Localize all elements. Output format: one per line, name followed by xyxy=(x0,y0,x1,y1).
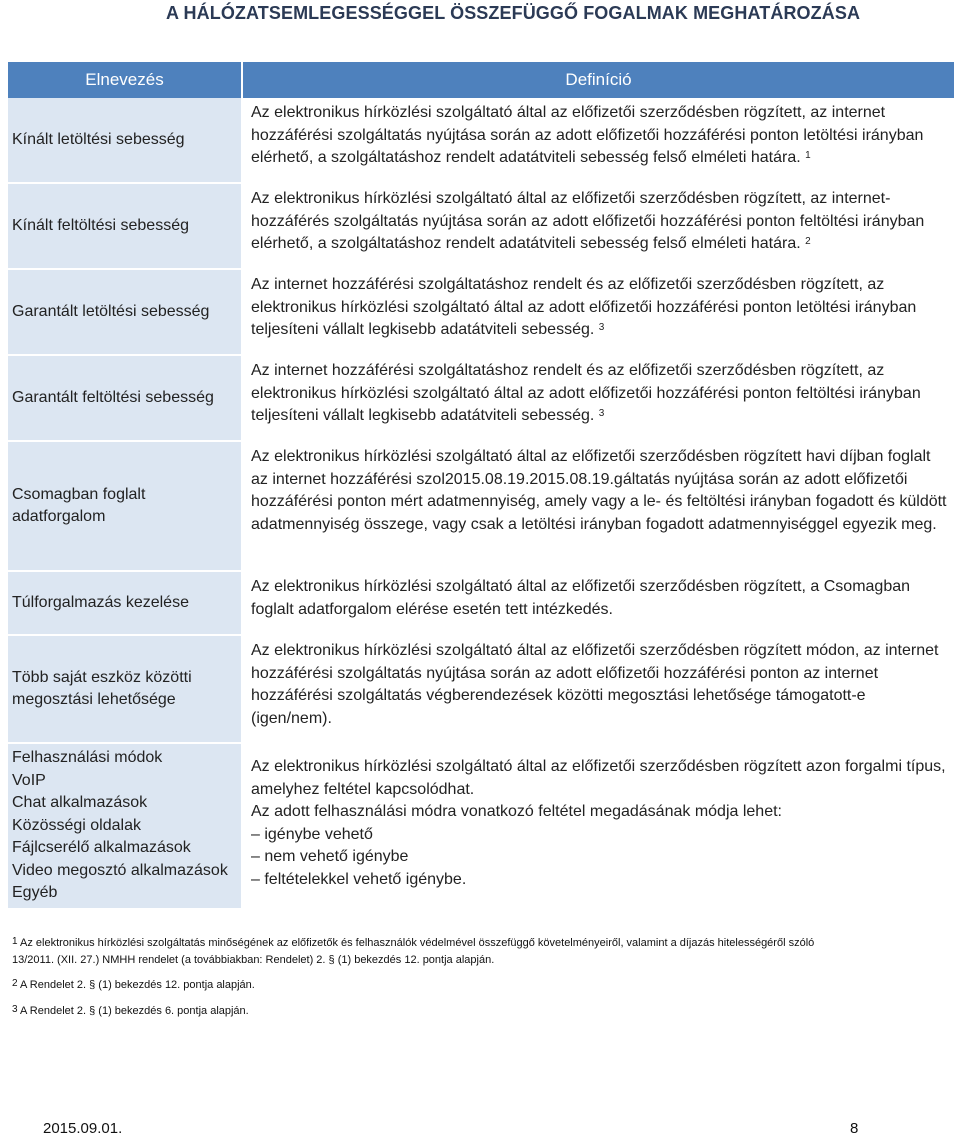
table-row xyxy=(8,184,954,270)
term-definition: Az internet hozzáférési szolgáltatáshoz rendelt és az előfizetői szerződésben rögzített, az elektronikus hírközlési szolgáltató által az adott előfizetői hozzáférési ponton letöltési irányban teljesíteni vállalt legkisebb adatátviteli sebesség. $^3$ xyxy=(243,270,954,354)
table-row xyxy=(8,572,954,636)
footnote-1 xyxy=(12,935,832,969)
table-row xyxy=(8,442,954,572)
term-name: Több saját eszköz közötti megosztási lehetősége xyxy=(8,636,241,742)
usage-filesharing: Fájlcserélő alkalmazások xyxy=(12,839,191,857)
table-row xyxy=(8,636,954,744)
header-definition: Definíció xyxy=(243,62,954,98)
usage-option: – nem vehető igénybe xyxy=(251,848,409,865)
usage-video: Video megosztó alkalmazások xyxy=(12,861,228,879)
footnote-ref: 1 xyxy=(805,150,811,161)
term-name: Kínált letöltési sebesség xyxy=(8,98,241,182)
footnote-3 xyxy=(12,1003,832,1020)
usage-option: – feltételekkel vehető igénybe. xyxy=(251,870,467,888)
term-definition: Az elektronikus hírközlési szolgáltató által az előfizetői szerződésben rögzített, a Csomagban foglalt adatforgalom elérése esetén tett intézkedés. xyxy=(243,572,954,634)
usage-definition xyxy=(243,744,954,908)
footnote-mark: 1 xyxy=(12,936,18,947)
table-row xyxy=(8,98,954,184)
usage-label: Felhasználási módok xyxy=(12,749,163,767)
footnote-text: A Rendelet 2. § (1) bekezdés 12. pontja alapján. xyxy=(20,979,255,991)
term-name: Túlforgalmazás kezelése xyxy=(8,572,241,634)
table-header xyxy=(8,62,954,98)
table-row xyxy=(8,356,954,442)
usage-voip: VoIP xyxy=(12,771,46,789)
usage-def-line: Az elektronikus hírközlési szolgáltató által az előfizetői szerződésben rögzített azon forgalmi típus, amelyhez feltétel kapcsolódhat. xyxy=(251,758,946,798)
term-definition: Az internet hozzáférési szolgáltatáshoz rendelt és az előfizetői szerződésben rögzített, az elektronikus hírközlési szolgáltató által az adott előfizetői hozzáférési ponton feltöltési irányban teljesíteni vállalt legkisebb adatátviteli sebesség. $^3$ xyxy=(243,356,954,440)
table-row xyxy=(8,270,954,356)
footnote-mark: 3 xyxy=(12,1004,18,1015)
term-name: Garantált feltöltési sebesség xyxy=(8,356,241,440)
term-definition: Az elektronikus hírközlési szolgáltató által az előfizetői szerződésben rögzített, az internet-hozzáférés szolgáltatás nyújtása során az adott előfizetői hozzáférési ponton feltöltési irányban elérhető, a szolgáltatáshoz rendelt adatátviteli sebesség felső elméleti határa. $^2$ xyxy=(243,184,954,268)
page-title: A HÁLÓZATSEMLEGESSÉGGEL ÖSSZEFÜGGŐ FOGALMAK MEGHATÁROZÁSA xyxy=(166,3,861,23)
term-definition: Az elektronikus hírközlési szolgáltató által az előfizetői szerződésben rögzített havi díjban foglalt az internet hozzáférési szol2015.08.19.2015.08.19.gáltatás nyújtása során az adott előfizetői hozzáférési ponton mért adatmennyiség, amely vagy a le- és feltöltési irányban fogadott és küldött adatmennyiség összege, vagy csak a letöltési irányban fogadott adatmennyiséggel egyezik meg. xyxy=(243,442,954,570)
term-name: Kínált feltöltési sebesség xyxy=(8,184,241,268)
footnote-ref: 3 xyxy=(598,408,605,419)
term-name: Garantált letöltési sebesség xyxy=(8,270,241,354)
footnote-ref: 3 xyxy=(598,322,605,333)
usage-other: Egyéb xyxy=(12,884,58,902)
footer-date: 2015.09.01. xyxy=(43,1120,123,1137)
footnote-mark: 2 xyxy=(12,978,18,989)
term-definition: Az elektronikus hírközlési szolgáltató által az előfizetői szerződésben rögzített módon, az internet hozzáférési szolgáltatás nyújtása során az adott előfizetői hozzáférési ponton az internet hozzáférési szolgáltatás végberendezések közötti megosztási lehetősége támogatott-e (igen/nem). xyxy=(243,636,954,742)
table-row-usage xyxy=(8,744,954,910)
usage-chat: Chat alkalmazások xyxy=(12,794,148,812)
usage-social: Közösségi oldalak xyxy=(12,816,141,834)
footnote-text: Az elektronikus hírközlési szolgáltatás minőségének az előfizetők és felhasználók védelmével összefüggő követelményeiről, valamint a díjazás hitelességéről szóló 13/2011. (XII. 27.) NMHH rendelet (a továbbiakban: Rendelet) 2. § (1) bekezdés 12. pontja alapján. xyxy=(12,937,815,966)
definitions-table xyxy=(8,62,954,910)
term-name: Csomagban foglalt adatforgalom xyxy=(8,442,241,570)
page-number: 8 xyxy=(850,1120,859,1137)
usage-def-line: Az adott felhasználási módra vonatkozó feltétel megadásának módja lehet: xyxy=(251,803,782,820)
usage-option: – igénybe vehető xyxy=(251,825,373,843)
header-name: Elnevezés xyxy=(8,62,241,98)
footnote-2 xyxy=(12,977,832,994)
footnote-text: A Rendelet 2. § (1) bekezdés 6. pontja alapján. xyxy=(20,1005,249,1017)
footnote-ref: 2 xyxy=(805,236,811,247)
usage-modes-list xyxy=(8,744,241,908)
term-definition: Az elektronikus hírközlési szolgáltató által az előfizetői szerződésben rögzített, az internet hozzáférési szolgáltatás nyújtása során az adott előfizetői hozzáférési ponton letöltési irányban elérhető, a szolgáltatáshoz rendelt adatátviteli sebesség felső elméleti határa. $^1$ xyxy=(243,98,954,182)
